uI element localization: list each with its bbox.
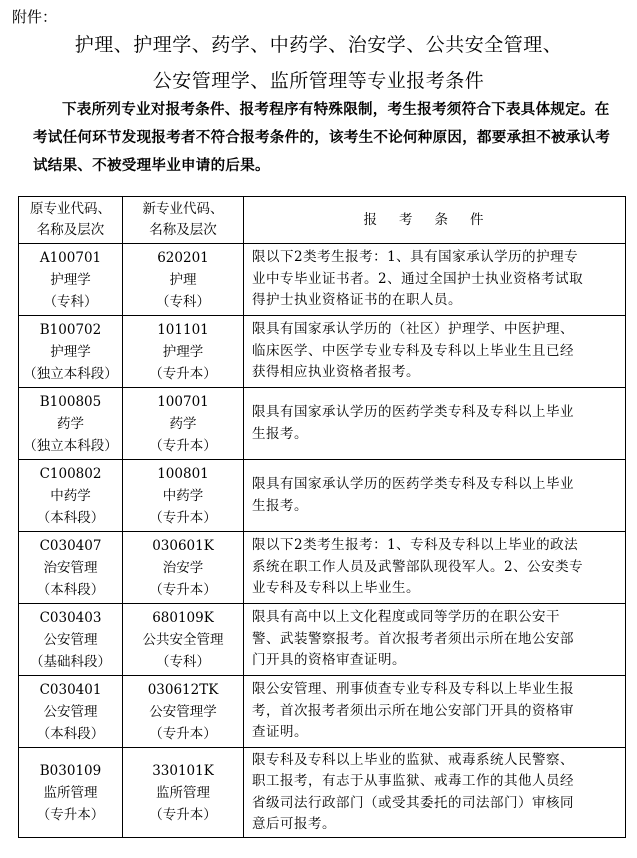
table-row — [19, 244, 626, 316]
table-row — [19, 604, 626, 676]
new-major-cell: 680109K 公共安全管理 （专科） — [123, 604, 244, 676]
conditions-cell: 限公安管理、刑事侦查专业专科及专科以上毕业生报 考，首次报考者须出示所在地公安部门开具的资格审 查证明。 — [244, 676, 626, 748]
old-major-cell: C030407 治安管理 （本科段） — [19, 532, 123, 604]
old-major-cell: C030401 公安管理 （本科段） — [19, 676, 123, 748]
attachment-label: 附件： — [12, 8, 58, 26]
requirements-table — [18, 196, 626, 838]
old-major-cell: A100701 护理学 （专科） — [19, 244, 123, 316]
page-title-line-2: 公安管理学、监所管理等专业报考条件 — [152, 70, 485, 92]
old-major-cell: B100702 护理学 （独立本科段） — [19, 316, 123, 388]
conditions-cell: 限以下2类考生报考：1、具有国家承认学历的护理专 业中专毕业证书者。2、通过全国护士执业资格考试取 得护士执业资格证书的在职人员。 — [244, 244, 626, 316]
header-new-code: 新专业代码、 名称及层次 — [123, 197, 244, 244]
conditions-cell: 限具有高中以上文化程度或同等学历的在职公安干 警、武装警察报考。首次报考者须出示所在地公安部 门开具的资格审查证明。 — [244, 604, 626, 676]
conditions-cell: 限以下2类考生报考：1、专科及专科以上毕业的政法 系统在职工作人员及武警部队现役军人。2、公安类专 业专科及专科以上毕业生。 — [244, 532, 626, 604]
table-row — [19, 748, 626, 838]
conditions-cell: 限具有国家承认学历的医药学类专科及专科以上毕业 生报考。 — [244, 388, 626, 460]
table-row — [19, 676, 626, 748]
conditions-cell: 限专科及专科以上毕业的监狱、戒毒系统人民警察、 职工报考，有志于从事监狱、戒毒工作的其他人员经 省级司法行政部门（或受其委托的司法部门）审核同 意后可报考。 — [244, 748, 626, 838]
new-major-cell: 100701 药学 （专升本） — [123, 388, 244, 460]
new-major-cell: 030612TK 公安管理学 （专升本） — [123, 676, 244, 748]
old-major-cell: C030403 公安管理 （基础科段） — [19, 604, 123, 676]
new-major-cell: 100801 中药学 （专升本） — [123, 460, 244, 532]
conditions-cell: 限具有国家承认学历的医药学类专科及专科以上毕业 生报考。 — [244, 460, 626, 532]
header-conditions: 报考条件 — [244, 197, 626, 244]
new-major-cell: 330101K 监所管理 （专升本） — [123, 748, 244, 838]
new-major-cell: 101101 护理学 （专升本） — [123, 316, 244, 388]
page-title-line-1: 护理、护理学、药学、中药学、治安学、公共安全管理、 — [74, 34, 563, 56]
old-major-cell: B100805 药学 （独立本科段） — [19, 388, 123, 460]
intro-paragraph: 下表所列专业对报考条件、报考程序有特殊限制，考生报考须符合下表具体规定。在考试任何环节发现报考者不符合报考条件的，该考生不论何种原因，都要承担不被承认考试结果、不被受理毕业申请的后果。 — [33, 101, 611, 174]
conditions-cell: 限具有国家承认学历的（社区）护理学、中医护理、 临床医学、中医学专业专科及专科以上毕业生且已经 获得相应执业资格者报考。 — [244, 316, 626, 388]
table-row — [19, 316, 626, 388]
table-row — [19, 388, 626, 460]
new-major-cell: 030601K 治安学 （专升本） — [123, 532, 244, 604]
table-row — [19, 460, 626, 532]
table-header-row — [19, 197, 626, 244]
table-row — [19, 532, 626, 604]
old-major-cell: B030109 监所管理 （专升本） — [19, 748, 123, 838]
new-major-cell: 620201 护理 （专科） — [123, 244, 244, 316]
header-old-code: 原专业代码、 名称及层次 — [19, 197, 123, 244]
old-major-cell: C100802 中药学 （本科段） — [19, 460, 123, 532]
